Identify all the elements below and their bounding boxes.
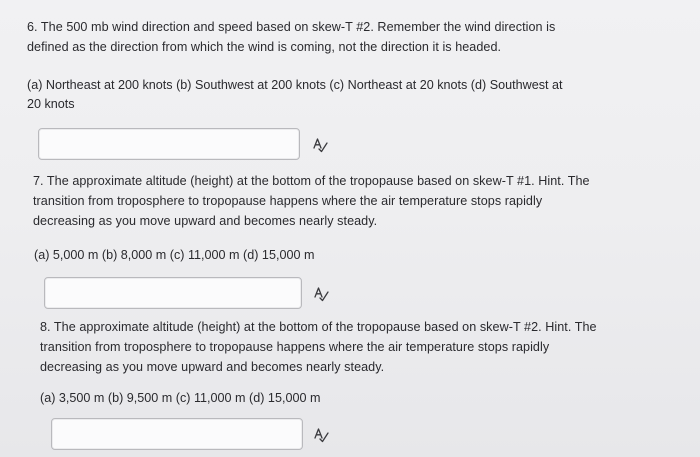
- question-7-line-2: transition from troposphere to tropopause happens where the air temperature stops rapidly: [33, 194, 543, 208]
- question-6-options-line-2: 20 knots: [27, 97, 75, 111]
- question-7-line-3: decreasing as you move upward and becomes nearly steady.: [33, 214, 378, 228]
- question-7-text: [33, 171, 590, 231]
- question-6-answer-input[interactable]: [38, 128, 300, 160]
- question-8-line-3: decreasing as you move upward and becomes nearly steady.: [40, 360, 385, 374]
- question-6-line-2: defined as the direction from which the wind is coming, not the direction it is headed.: [27, 40, 502, 54]
- question-8-text: [40, 317, 597, 377]
- question-8-options-line: (a) 3,500 m (b) 9,500 m (c) 11,000 m (d) 15,000 m: [40, 391, 321, 405]
- question-7-answer-input[interactable]: [44, 277, 302, 309]
- question-6-text: [27, 17, 555, 57]
- spellcheck-icon[interactable]: [312, 137, 328, 153]
- question-7-line-1: 7. The approximate altitude (height) at the bottom of the tropopause based on skew-T #1. Hint. The: [33, 174, 590, 188]
- question-7-options: [34, 246, 314, 265]
- question-8-line-1: 8. The approximate altitude (height) at the bottom of the tropopause based on skew-T #2. Hint. The: [40, 320, 597, 334]
- question-6-options-line-1: (a) Northeast at 200 knots (b) Southwest at 200 knots (c) Northeast at 20 knots (d) Southwest at: [27, 78, 563, 92]
- question-8-answer-input[interactable]: [51, 418, 303, 450]
- spellcheck-icon[interactable]: [313, 286, 329, 302]
- spellcheck-icon[interactable]: [313, 427, 329, 443]
- question-6-options: [27, 76, 563, 114]
- question-8-options: [40, 389, 320, 408]
- question-7-options-line: (a) 5,000 m (b) 8,000 m (c) 11,000 m (d) 15,000 m: [34, 248, 315, 262]
- question-6-line-1: 6. The 500 mb wind direction and speed based on skew-T #2. Remember the wind direction is: [27, 20, 556, 34]
- question-8-line-2: transition from troposphere to tropopause happens where the air temperature stops rapidly: [40, 340, 550, 354]
